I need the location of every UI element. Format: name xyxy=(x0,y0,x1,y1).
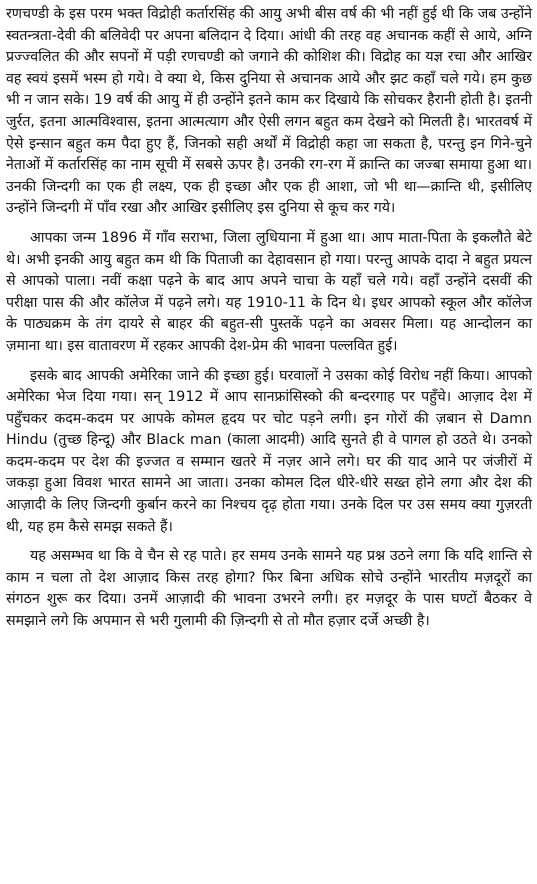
paragraph-intro: रणचण्डी के इस परम भक्त विद्रोही कर्तारसिंह की आयु अभी बीस वर्ष की भी नहीं हुई थी कि जब उन्होंने स्वतन्त्रता-देवी की बलिवेदी पर अपना बलिदान दे दिया। आंधी की तरह वह अचानक कहीं से आये, अग्नि प्रज्ज्वलित की और सपनों में पड़ी रणचण्डी को जगाने की कोशिश की। विद्रोह का यज्ञ रचा और आखिर वह स्वयं इसमें भस्म हो गये। वे क्या थे, किस दुनिया से अचानक आये और झट कहाँ चले गये। हम कुछ भी न जान सके। 19 वर्ष की आयु में ही उन्होंने इतने काम कर दिखाये कि सोचकर हैरानी होती है। इतनी जुर्रत, इतना आत्मविश्वास, इतना आत्मत्याग और ऐसी लगन बहुत कम देखने को मिलती है। भारतवर्ष में ऐसे इन्सान बहुत कम पैदा हुए हैं, जिनको सही अर्थों में विद्रोही कहा जा सकता है, परन्तु इन गिने-चुने नेताओं में कर्तारसिंह का नाम सूची में सबसे ऊपर है। उनकी रग-रग में क्रान्ति का जज्बा समाया हुआ था। उनकी जिन्दगी का एक ही लक्ष्य, एक ही इच्छा और एक ही आशा, जो भी था—क्रान्ति थी, इसीलिए उन्होंने जिन्दगी में पाँव रखा और आखिर इसीलिए इस दुनिया से कूच कर गये। xyxy=(6,6,532,217)
paragraph-america: इसके बाद आपकी अमेरिका जाने की इच्छा हुई। घरवालों ने उसका कोई विरोध नहीं किया। आपको अमेरिका भेज दिया गया। सन् 1912 में आप सानफ्रांसिस्को की बन्दरगाह पर पहुँचे। आज़ाद देश में पहुँचकर कदम-कदम पर आपके कोमल हृदय पर चोट पड़ने लगी। इन गोरों की ज़बान से Damn Hindu (तुच्छ हिन्दू) और Black man (काला आदमी) आदि सुनते ही वे पागल हो उठते थे। उनको कदम-कदम पर देश की इज्जत व सम्मान खतरे में नज़र आने लगे। घर की याद आने पर जंजीरों में जकड़ा हुआ विवश भारत सामने आ जाता। उनका कोमल दिल धीरे-धीरे सख्त होने लगा और देश की आज़ादी के लिए जिन्दगी कुर्बान करने का निश्चय दृढ़ होता गया। उनके दिल पर उस समय क्या गुज़रती थी, यह हम कैसे समझ सकते हैं। xyxy=(6,367,532,535)
paragraph-birth-and-education: आपका जन्म 1896 में गाँव सराभा, जिला लुधियाना में हुआ था। आप माता-पिता के इकलौते बेटे थे। अभी इनकी आयु बहुत कम थी कि पिताजी का देहावसान हो गया। परन्तु आपके दादा ने बहुत प्रयत्न से आपको पाला। नवीं कक्षा पढ़ने के बाद आप अपने चाचा के यहाँ चले गये। वहाँ उन्होंने दसवीं की परीक्षा पास की और कॉलेज में पढ़ने लगे। यह 1910-11 के दिन थे। इधर आपको स्कूल और कॉलेज के पाठ्यक्रम के तंग दायरे से बाहर की बहुत-सी पुस्तकें पढ़ने का अवसर मिला। यह आन्दोलन का ज़माना था। इस वातावरण में रहकर आपकी देश-प्रेम की भावना पल्लवित हुई। xyxy=(6,229,532,354)
paragraph-organizing-workers: यह असम्भव था कि वे चैन से रह पाते। हर समय उनके सामने यह प्रश्न उठने लगा कि यदि शान्ति से काम न चला तो देश आज़ाद किस तरह होगा? फिर बिना अधिक सोचे उन्होंने भारतीय मज़दूरों का संगठन शुरू कर दिया। उनमें आज़ादी की भावना उभरने लगी। हर मज़दूर के पास घण्टों बैठकर वे समझाने लगे कि अपमान से भरी गुलामी की ज़िन्दगी से तो मौत हज़ार दर्जे अच्छी है। xyxy=(6,548,532,630)
